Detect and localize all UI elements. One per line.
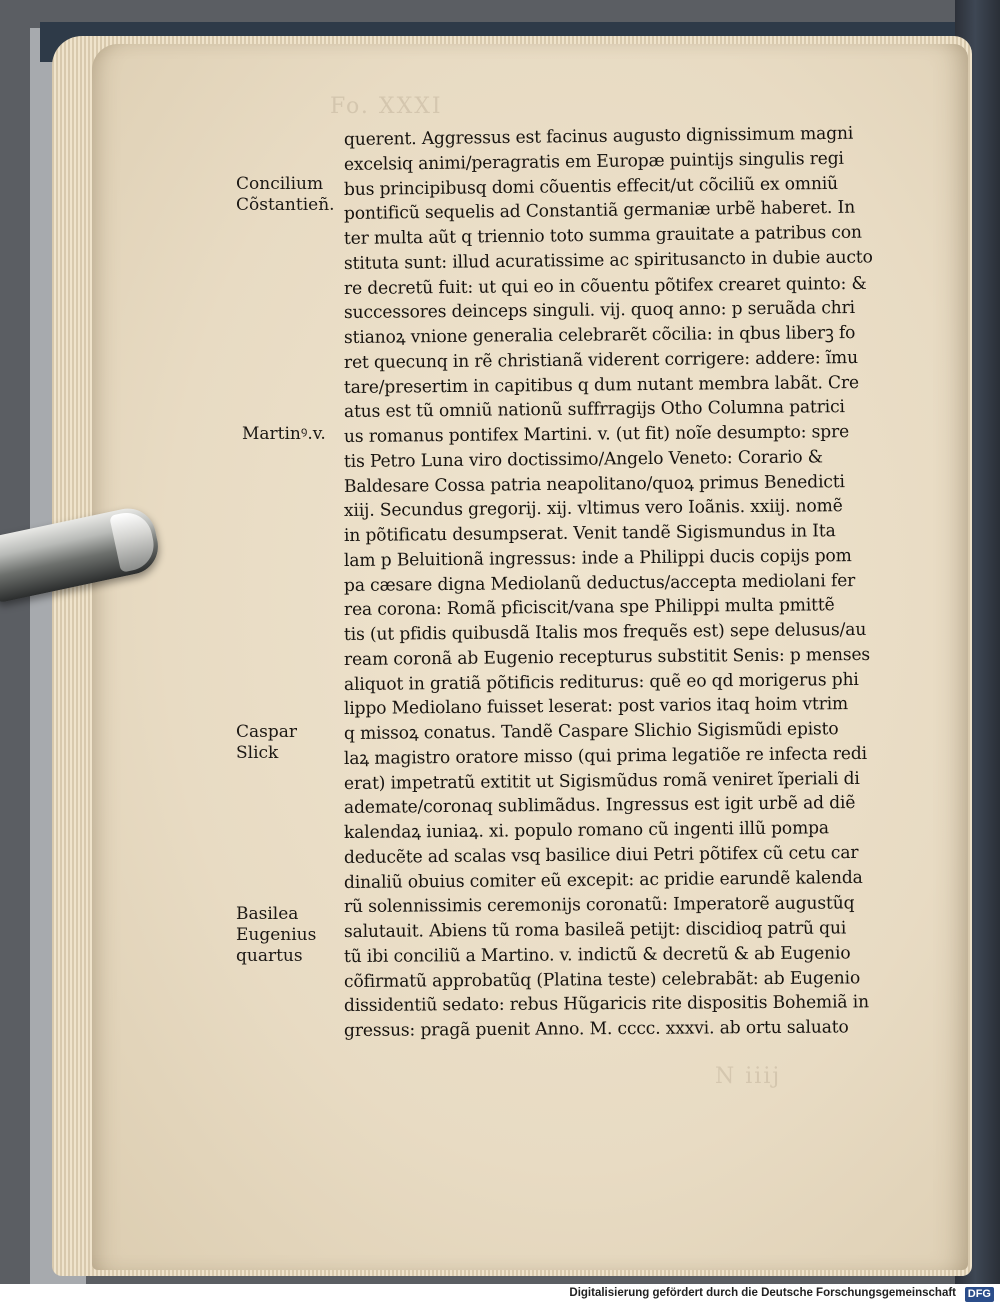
text-line: bus principibusq domi cõuentis effecit/ut cõciliũ ex omniũ (343, 173, 839, 200)
margin-note-line: quartus (236, 946, 303, 966)
text-line: re decretũ fuit: ut qui eo in cõuentu põtifex crearet quinto: & (343, 273, 867, 299)
text-line: cõfirmatũ approbatũq (Platina teste) celebrabãt: ab Eugenio (343, 967, 861, 992)
text-line: in põtificatu desumpserat. Venit tandẽ Sigismundus in Ita (343, 521, 836, 546)
margin-note-line: Caspar (236, 722, 298, 742)
margin-note-concilium (236, 174, 346, 216)
text-line: rea corona: Romã pficiscit/vana spe Philippi multa pmittẽ (343, 595, 835, 621)
text-line: lippo Mediolano fuisset leserat: post varios itaq hoim vtrim (343, 694, 849, 720)
dfg-logo: DFG (965, 1287, 994, 1302)
margin-note-line: Concilium (236, 174, 324, 194)
text-line: deducẽte ad scalas vsq basilice diui Petri põtifex cũ cetu car (343, 842, 859, 868)
text-line: ream coronã ab Eugenio recepturus substitit Senis: p menses (343, 644, 871, 670)
margin-note-line: Eugenius (236, 925, 317, 945)
text-line: kalendaꝝ iuniaꝝ. xi. populo romano cũ ingenti illũ pompa (343, 818, 830, 843)
text-line: querent. Aggressus est facinus augusto dignissimum magni (343, 123, 854, 150)
text-line: dissidentiũ sedato: rebus Hũgaricis rite dispositis Bohemiã in (343, 992, 869, 1017)
text-line: stituta sunt: illud acuratissime ac spiritusancto in dubie aucto (343, 247, 873, 274)
text-line: Baldesare Cossa patria neapolitano/quoꝝ primus Benedicti (343, 471, 845, 497)
margin-note-line: Basilea (236, 904, 299, 924)
text-line: salutauit. Abiens tũ roma basileã petijt: discidioq patrũ qui (343, 918, 847, 942)
text-line: tare/presertim in capitibus q dum nutant membra labãt. Cre (343, 372, 860, 398)
show-through-signature: N iiij (715, 1064, 782, 1089)
text-line: aliquot in gratiã põtificis rediturus: quẽ eo qd morigerus phi (343, 669, 859, 695)
text-line: tũ ibi conciliũ a Martino. v. indictũ & decretũ & ab Eugenio (343, 943, 851, 967)
text-line: stianoꝝ vnione generalia celebrarẽt cõcilia: in qbus liberꝫ fo (343, 323, 856, 348)
margin-note-basilea (236, 904, 346, 967)
text-line: tis (ut pfidis quibusdã Italis mos frequẽs est) sepe delusus/au (343, 619, 867, 645)
text-line: pa cæsare digna Mediolanũ deductus/accepta mediolani fer (343, 570, 856, 596)
footer-bar (0, 1284, 1000, 1306)
text-line: ter multa aũt q triennio toto summa grauitate a patribus con (343, 222, 862, 249)
text-line: successores deinceps singuli. vij. quoq anno: p seruãda chri (343, 298, 856, 324)
text-line: tis Petro Luna viro doctissimo/Angelo Veneto: Corario & (343, 447, 823, 472)
text-line: gressus: pragã puenit Anno. M. cccc. xxxvi. ab ortu saluato (343, 1017, 849, 1041)
text-line: laꝝ magistro oratore misso (qui prima legatiõe re infecta redi (343, 743, 868, 769)
text-line: erat) impetratũ extitit ut Sigismũdus romã veniret ĩperiali di (343, 768, 860, 794)
text-line: rũ solennissimis ceremonijs coronatũ: Imperatorẽ augustũq (343, 893, 855, 918)
margin-note-line: Cõstantieñ. (236, 195, 335, 215)
margin-note-line: Martinꝰ.v. (242, 424, 326, 444)
text-line: ademate/coronaq sublimãdus. Ingressus est igit urbẽ ad diẽ (343, 793, 856, 819)
margin-note-caspar (236, 722, 346, 764)
margin-note-line: Slick (236, 743, 279, 763)
text-line: xiij. Secundus gregorij. xij. vltimus vero Ioãnis. xxiij. nomẽ (343, 496, 843, 522)
margin-note-martinus (242, 424, 352, 445)
text-line: excelsiq animi/peragratis em Europæ puintijs singulis regi (343, 148, 844, 175)
show-through-folio: Fo. XXXI (330, 94, 443, 119)
footer-credit: Digitalisierung gefördert durch die Deutsche Forschungsgemeinschaft (569, 1287, 956, 1299)
text-line: dinaliũ obuius comiter eũ excepit: ac pridie earundẽ kalenda (343, 867, 863, 893)
text-line: us romanus pontifex Martini. v. (ut fit) noĩe desumpto: spre (343, 422, 850, 447)
text-line: lam p Beluitionã ingressus: inde a Philippi ducis copijs pom (343, 545, 852, 571)
text-line: q missoꝝ conatus. Tandẽ Caspare Slichio Sigismũdi episto (343, 719, 839, 744)
main-text-block (343, 123, 924, 1044)
text-line: pontificũ sequelis ad Constantiã germaniæ urbẽ haberet. In (343, 197, 856, 225)
text-line: atus est tũ omniũ nationũ suffrragijs Otho Columna patrici (343, 397, 845, 423)
text-line: ret quecunq in rẽ christianã viderent corrigere: addere: ĩmu (343, 347, 859, 373)
